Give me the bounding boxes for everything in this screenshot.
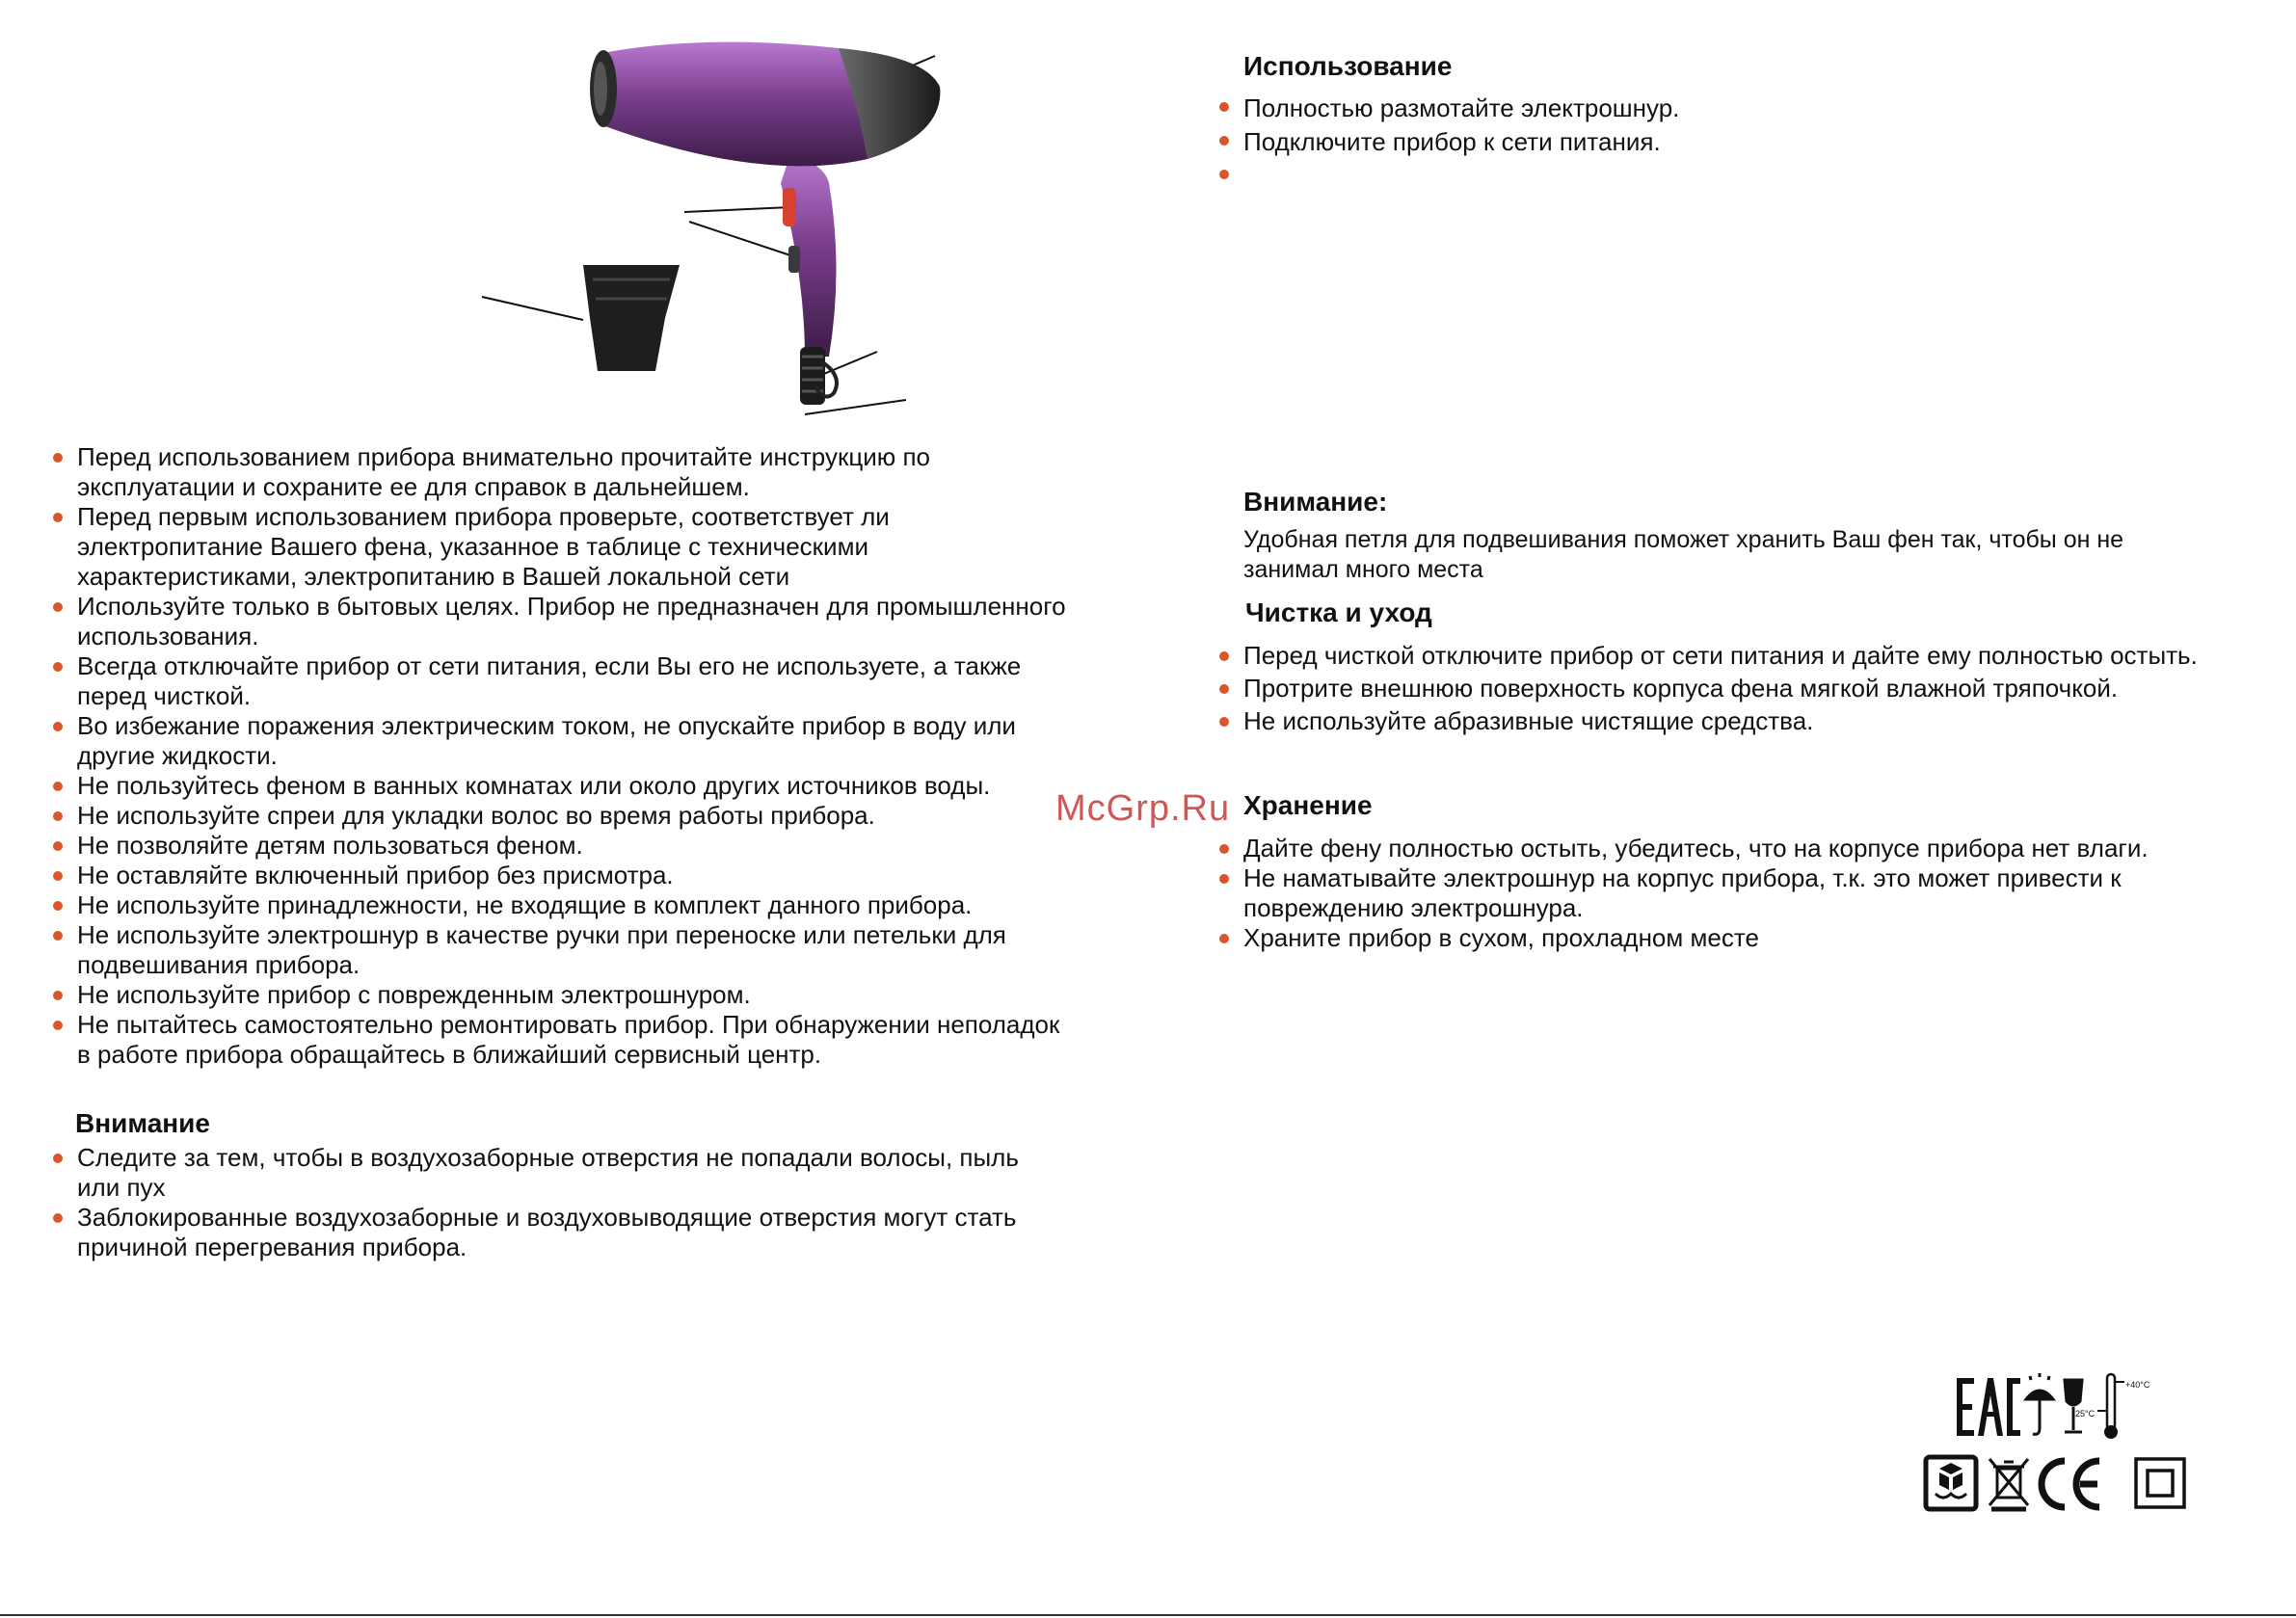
list-item: Не пытайтесь самостоятельно ремонтировать прибор. При обнаружении неполадок в работе прибора обращайтесь в ближайший сервисный центр.: [53, 1010, 1075, 1070]
list-item: Не пользуйтесь феном в ванных комнатах или около других источников воды.: [53, 771, 1075, 801]
list-item: Используйте только в бытовых целях. Прибор не предназначен для промышленного использования.: [53, 592, 1075, 651]
certification-marks: [1918, 1368, 2198, 1523]
attention-list: [53, 1143, 1055, 1262]
list-item: Следите за тем, чтобы в воздухозаборные отверстия не попадали волосы, пыль или пух: [53, 1143, 1055, 1203]
temperature-range-icon: [2097, 1374, 2124, 1439]
weee-crossed-bin-icon: [1989, 1459, 2028, 1509]
list-item: Не используйте абразивные чистящие средства.: [1219, 706, 2260, 736]
list-item: Всегда отключайте прибор от сети питания, если Вы его не используете, а также перед чисткой.: [53, 651, 1075, 711]
list-item: Не используйте электрошнур в качестве ручки при переноске или петельки для подвешивания прибора.: [53, 920, 1075, 980]
safety-instructions-list: [53, 442, 1075, 1070]
attention-heading: Внимание: [75, 1108, 210, 1138]
list-item: Перед первым использованием прибора проверьте, соответствует ли электропитание Вашего фена, указанное в таблице с техническими характеристиками, электропитанию в Вашей локальной сети: [53, 502, 1075, 592]
cleaning-heading: Чистка и уход: [1245, 597, 1432, 627]
list-item: Дайте фену полностью остыть, убедитесь, что на корпусе прибора нет влаги.: [1219, 834, 2260, 863]
list-item: Полностью размотайте электрошнур.: [1219, 92, 2183, 125]
eac-mark-icon: [1957, 1378, 2020, 1436]
temp-low-label: -25°C: [2072, 1409, 2096, 1419]
cleaning-list: [1219, 641, 2260, 739]
list-item: Не оставляйте включенный прибор без присмотра.: [53, 861, 1075, 890]
package-handling-icon: [1926, 1457, 1976, 1509]
list-item: Во избежание поражения электрическим током, не опускайте прибор в воду или другие жидкости.: [53, 711, 1075, 771]
list-item: Протрите внешнюю поверхность корпуса фена мягкой влажной тряпочкой.: [1219, 674, 2260, 703]
list-item: [1219, 159, 2183, 193]
list-item: Не используйте прибор с поврежденным электрошнуром.: [53, 980, 1075, 1010]
storage-list: [1219, 834, 2260, 953]
page-bottom-rule: [0, 1614, 2296, 1616]
list-item: Не наматывайте электрошнур на корпус прибора, т.к. это может привести к повреждению электрошнура.: [1219, 863, 2260, 923]
list-item: Храните прибор в сухом, прохладном месте: [1219, 923, 2260, 953]
cool-shot-button: [788, 246, 800, 273]
notice-text: Удобная петля для подвешивания поможет хранить Ваш фен так, чтобы он не занимал много места: [1243, 526, 2124, 583]
class-ii-insulation-icon: [2136, 1459, 2184, 1507]
keep-dry-icon: [2026, 1373, 2053, 1434]
ce-mark-icon: [2042, 1461, 2099, 1507]
fragile-icon: [2065, 1380, 2082, 1432]
list-item: Перед использованием прибора внимательно прочитайте инструкцию по эксплуатации и сохраните ее для справок в дальнейшем.: [53, 442, 1075, 502]
list-item: Заблокированные воздухозаборные и воздуховыводящие отверстия могут стать причиной перегревания прибора.: [53, 1203, 1055, 1262]
hair-dryer-illustration: [472, 29, 1051, 434]
list-item: Перед чисткой отключите прибор от сети питания и дайте ему полностью остыть.: [1219, 641, 2260, 671]
notice-heading: Внимание:: [1243, 487, 1388, 517]
leader-line-nozzle: [482, 297, 583, 320]
list-item: Не позволяйте детям пользоваться феном.: [53, 831, 1075, 861]
leader-line-switch: [684, 207, 790, 212]
power-switch: [783, 188, 796, 226]
watermark: McGrp.Ru: [1055, 788, 1231, 829]
temp-high-label: +40°C: [2125, 1380, 2150, 1390]
leader-line-button: [689, 222, 790, 255]
list-item: Подключите прибор к сети питания.: [1219, 125, 2183, 159]
list-item: Не используйте спреи для укладки волос во время работы прибора.: [53, 801, 1075, 831]
usage-heading: Использование: [1243, 51, 1453, 81]
storage-heading: Хранение: [1243, 790, 1373, 820]
usage-list: [1219, 92, 2183, 193]
list-item: Не используйте принадлежности, не входящие в комплект данного прибора.: [53, 890, 1075, 920]
